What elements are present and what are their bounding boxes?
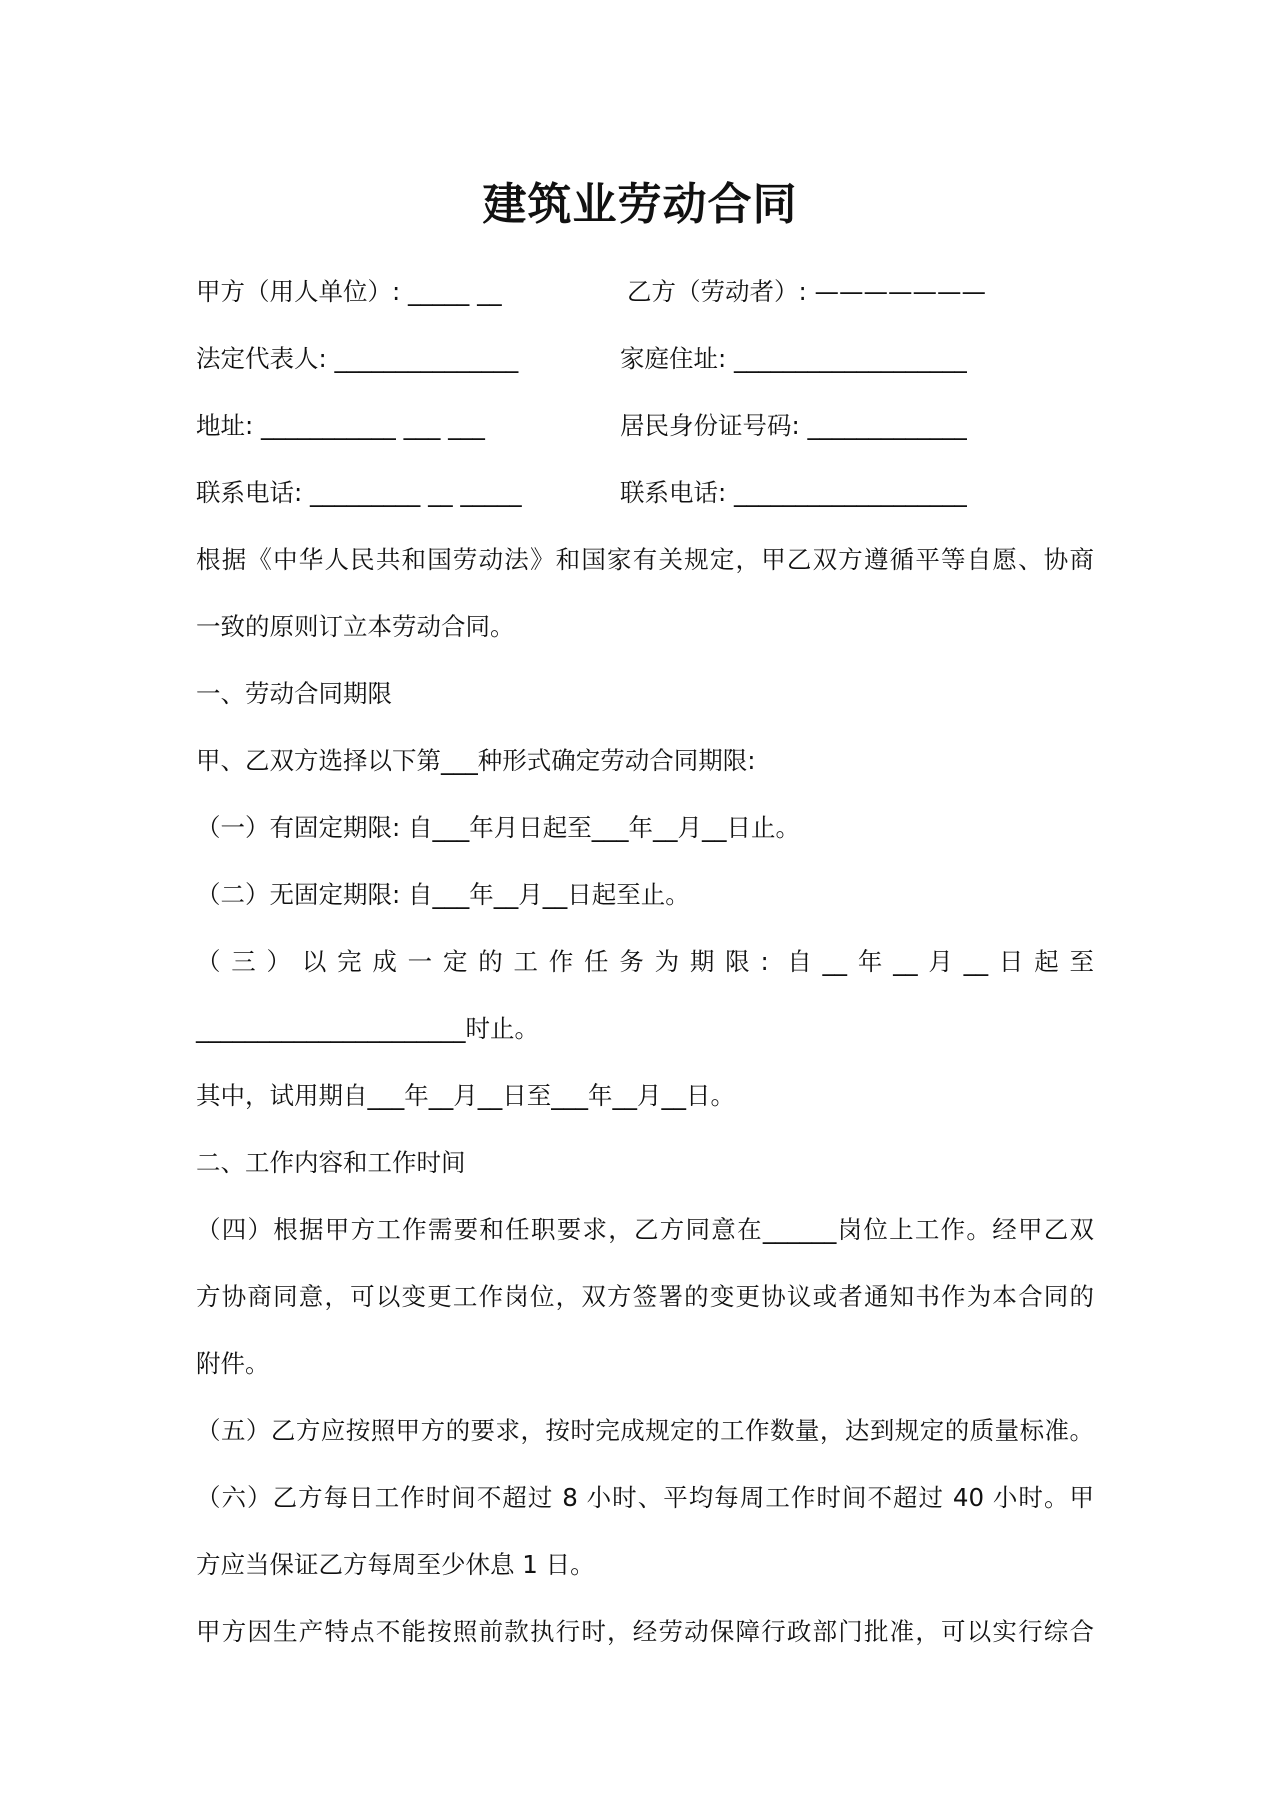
- legal-representative-field: 法定代表人: _______________: [196, 344, 519, 373]
- preamble-line-2: 一致的原则订立本劳动合同。: [196, 612, 515, 641]
- term-choice-line: 甲、乙双方选择以下第___种形式确定劳动合同期限:: [196, 746, 756, 775]
- clause-4-line-2: 方协商同意，可以变更工作岗位，双方签署的变更协议或者通知书作为本合同的: [196, 1282, 1094, 1311]
- id-number-field: 居民身份证号码: _____________: [620, 411, 967, 440]
- party-b-field: 乙方（劳动者）: ———————: [627, 277, 987, 306]
- probation-period-line: 其中，试用期自___年__月__日至___年__月__日。: [196, 1081, 735, 1110]
- clause-6-line-1: （六）乙方每日工作时间不超过 8 小时、平均每周工作时间不超过 40 小时。甲: [196, 1483, 1094, 1512]
- preamble-line-1: 根据《中华人民共和国劳动法》和国家有关规定，甲乙双方遵循平等自愿、协商: [196, 545, 1094, 574]
- clause-4-line-1: （四）根据甲方工作需要和任职要求，乙方同意在______岗位上工作。经甲乙双: [196, 1215, 1094, 1244]
- party-a-phone-field: 联系电话: _________ __ _____: [196, 478, 522, 507]
- section-heading-work: 二、工作内容和工作时间: [196, 1148, 466, 1177]
- party-a-field: 甲方（用人单位）: _____ __: [196, 277, 502, 306]
- clause-1-fixed-term: （一）有固定期限: 自___年月日起至___年__月__日止。: [196, 813, 801, 842]
- clause-4-line-3: 附件。: [196, 1349, 270, 1378]
- clause-6-line-2: 方应当保证乙方每周至少休息 1 日。: [196, 1550, 595, 1579]
- home-address-field: 家庭住址: ___________________: [620, 344, 967, 373]
- clause-5: （五）乙方应按照甲方的要求，按时完成规定的工作数量，达到规定的质量标准。: [196, 1416, 1094, 1445]
- section-heading-term: 一、劳动合同期限: [196, 679, 392, 708]
- clause-3-task-term-end: ______________________时止。: [196, 1014, 539, 1043]
- address-field: 地址: ___________ ___ ___: [196, 411, 485, 440]
- party-b-phone-field: 联系电话: ___________________: [620, 478, 967, 507]
- clause-6-exception-line: 甲方因生产特点不能按照前款执行时，经劳动保障行政部门批准，可以实行综合: [196, 1617, 1094, 1646]
- clause-2-open-term: （二）无固定期限: 自___年__月__日起至止。: [196, 880, 690, 909]
- document-title: 建筑业劳动合同: [482, 179, 798, 230]
- clause-3-task-term: （三）以完成一定的工作任务为期限: 自__年__月__日起至: [196, 947, 1094, 976]
